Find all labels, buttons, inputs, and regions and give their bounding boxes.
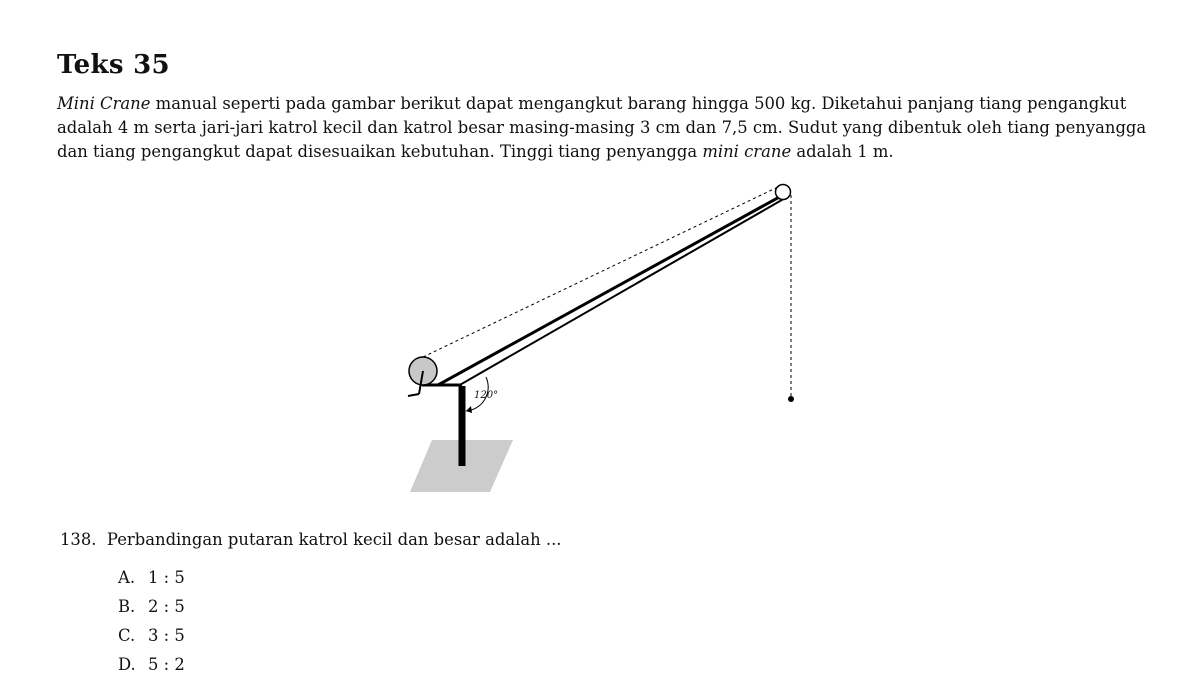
option-b[interactable] xyxy=(118,595,185,624)
option-text: 2 : 5 xyxy=(148,597,185,616)
option-text: 3 : 5 xyxy=(148,626,185,645)
question-number: 138. xyxy=(60,530,97,549)
load-point xyxy=(788,396,794,402)
option-a[interactable] xyxy=(118,566,185,595)
boom-lower-line xyxy=(438,195,783,385)
option-letter: B. xyxy=(118,597,136,616)
crank-grip xyxy=(408,394,419,396)
rope-upper-dashed xyxy=(423,186,780,357)
passage-italic-mini-crane-2: mini crane xyxy=(702,142,792,161)
angle-arrowhead xyxy=(466,406,472,413)
question-line xyxy=(60,530,562,549)
passage-text-part-1: manual seperti pada gambar berikut dapat mengangkut barang hingga 500 kg. Diketahui panjang tiang pengangkut adalah 4 m serta jari-jari katrol kecil dan katrol besar masing-masing 3 cm dan 7,5 cm. Sudut yang dibentuk oleh tiang penyangga dan tiang pengangkut dapat disesuaikan kebutuhan. Tinggi tiang penyangga xyxy=(57,94,1147,161)
option-c[interactable] xyxy=(118,624,185,653)
option-d[interactable] xyxy=(118,653,185,682)
option-letter: D. xyxy=(118,655,136,674)
question-text: Perbandingan putaran katrol kecil dan besar adalah ... xyxy=(106,530,562,549)
small-pulley xyxy=(776,185,791,200)
option-letter: C. xyxy=(118,626,136,645)
angle-label: 120° xyxy=(474,390,499,401)
answer-options xyxy=(118,566,185,682)
option-text: 1 : 5 xyxy=(148,568,185,587)
boom-upper-line xyxy=(458,197,787,386)
section-title: Teks 35 xyxy=(57,50,170,80)
passage-text-part-2: adalah 1 m. xyxy=(791,142,894,161)
option-letter: A. xyxy=(118,568,136,587)
option-text: 5 : 2 xyxy=(148,655,185,674)
passage-italic-mini-crane: Mini Crane xyxy=(57,94,151,113)
